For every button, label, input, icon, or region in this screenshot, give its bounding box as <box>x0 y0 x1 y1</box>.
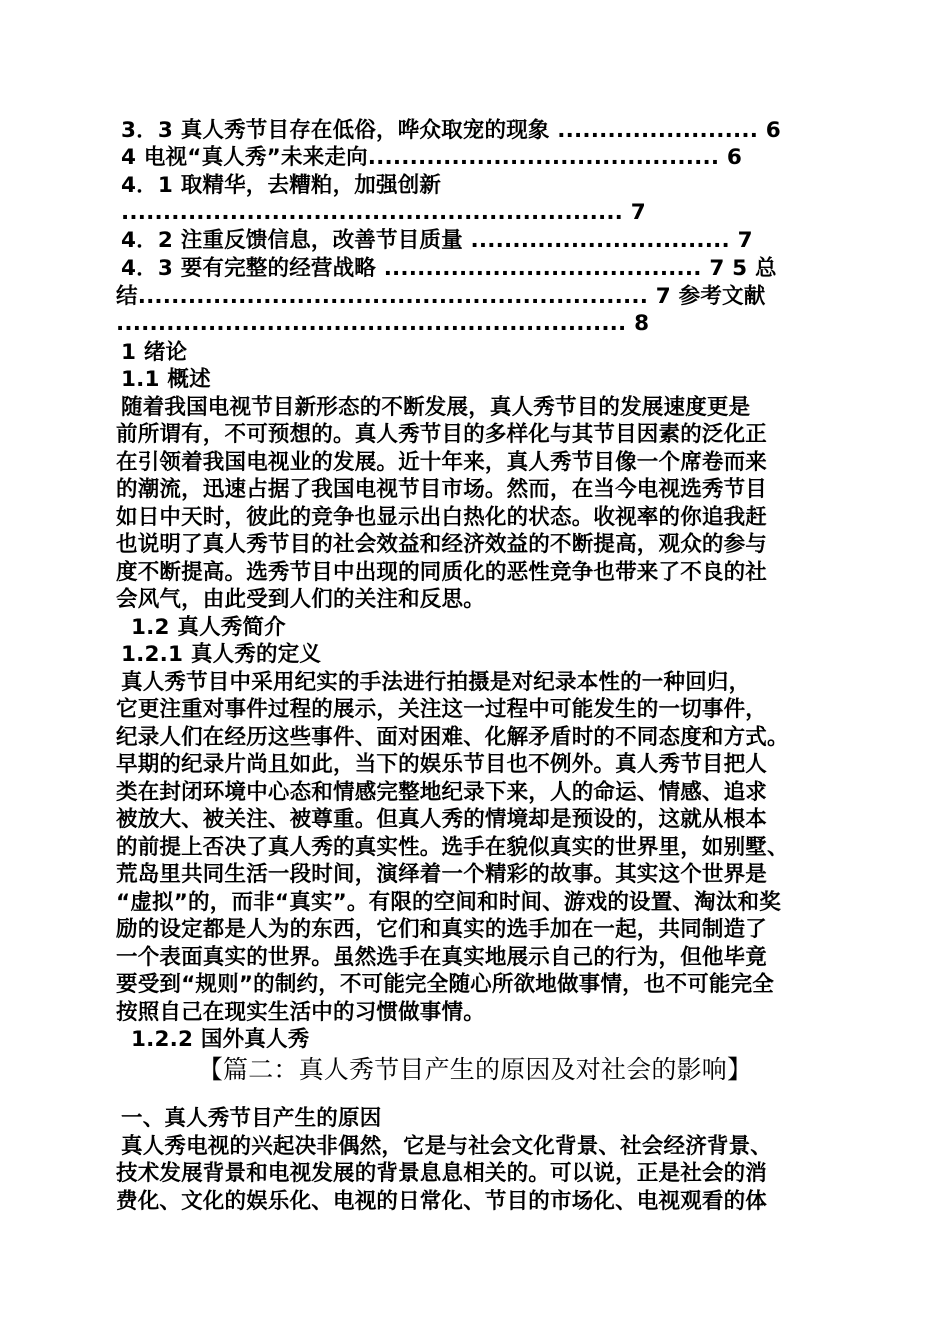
toc-line: 4．2 注重反馈信息，改善节目质量 ............................... 7 <box>121 228 753 253</box>
paragraph-line: 度不断提高。选秀节目中出现的同质化的恶性竞争也带来了不良的社 <box>116 560 768 585</box>
paragraph-line: 真人秀节目中采用纪实的手法进行拍摄是对纪录本性的一种回归， <box>121 670 751 695</box>
paragraph-line: 技术发展背景和电视发展的背景息息相关的。可以说，正是社会的消 <box>116 1161 768 1186</box>
paragraph-line: 在引领着我国电视业的发展。近十年来，真人秀节目像一个席卷而来 <box>116 450 768 475</box>
paragraph-line: 费化、文化的娱乐化、电视的日常化、节目的市场化、电视观看的体 <box>116 1189 768 1214</box>
paragraph-line: “虚拟”的，而非“真实”。有限的空间和时间、游戏的设置、淘汰和奖 <box>116 890 781 915</box>
paragraph-line: 励的设定都是人为的东西，它们和真实的选手加在一起，共同制造了 <box>116 917 768 942</box>
heading-1-1: 1.1 概述 <box>121 367 211 392</box>
section-heading: 一、真人秀节目产生的原因 <box>121 1106 382 1131</box>
toc-line: 结............................................................. 7 参考文献 <box>116 284 766 309</box>
heading-1: 1 绪论 <box>121 340 188 365</box>
paragraph-line: 一个表面真实的世界。虽然选手在真实地展示自己的行为，但他毕竟 <box>116 945 768 970</box>
paragraph-line: 要受到“规则”的制约，不可能完全随心所欲地做事情，也不可能完全 <box>116 972 774 997</box>
paragraph-line: 如日中天时，彼此的竞争也显示出白热化的状态。收视率的你追我赶 <box>116 505 768 530</box>
heading-1-2-1: 1.2.1 真人秀的定义 <box>121 642 322 667</box>
paragraph-line: 类在封闭环境中心态和情感完整地纪录下来，人的命运、情感、追求 <box>116 780 768 805</box>
paragraph-line: 被放大、被关注、被尊重。但真人秀的情境却是预设的，这就从根本 <box>116 807 768 832</box>
toc-line: 3．3 真人秀节目存在低俗，哗众取宠的现象 ........................ 6 <box>121 118 781 143</box>
paragraph-line: 也说明了真人秀节目的社会效益和经济效益的不断提高，观众的参与 <box>116 532 768 557</box>
paragraph-line: 按照自己在现实生活中的习惯做事情。 <box>116 1000 485 1025</box>
paragraph-line: 它更注重对事件过程的展示，关注这一过程中可能发生的一切事件， <box>116 697 768 722</box>
paragraph-line: 的潮流，迅速占据了我国电视节目市场。然而，在当今电视选秀节目 <box>116 477 768 502</box>
paragraph-line: 前所谓有，不可预想的。真人秀节目的多样化与其节目因素的泛化正 <box>116 422 768 447</box>
paragraph-line: 真人秀电视的兴起决非偶然，它是与社会文化背景、社会经济背景、 <box>121 1134 773 1159</box>
paragraph-line: 的前提上否决了真人秀的真实性。选手在貌似真实的世界里，如别墅、 <box>116 835 789 860</box>
paragraph-line: 会风气，由此受到人们的关注和反思。 <box>116 587 485 612</box>
toc-line: 4．3 要有完整的经营战略 ...................................... 7 5 总 <box>121 256 777 281</box>
paragraph-line: 荒岛里共同生活一段时间，演绎着一个精彩的故事。其实这个世界是 <box>116 862 768 887</box>
toc-line: 4．1 取精华，去糟粕，加强创新 <box>121 173 442 198</box>
paragraph-line: 纪录人们在经历这些事件、面对困难、化解矛盾时的不同态度和方式。 <box>116 725 789 750</box>
paragraph-line: 随着我国电视节目新形态的不断发展，真人秀节目的发展速度更是 <box>121 395 751 420</box>
toc-line: ............................................................. 8 <box>116 311 650 336</box>
toc-line: 4 电视“真人秀”未来走向.......................................... 6 <box>121 145 743 170</box>
heading-1-2-2: 1.2.2 国外真人秀 <box>131 1027 310 1052</box>
section-banner-title: 【篇二：真人秀节目产生的原因及对社会的影响】 <box>197 1055 753 1084</box>
toc-line: ............................................................ 7 <box>121 200 646 225</box>
heading-1-2: 1.2 真人秀简介 <box>131 615 286 640</box>
paragraph-line: 早期的纪录片尚且如此，当下的娱乐节目也不例外。真人秀节目把人 <box>116 752 768 777</box>
